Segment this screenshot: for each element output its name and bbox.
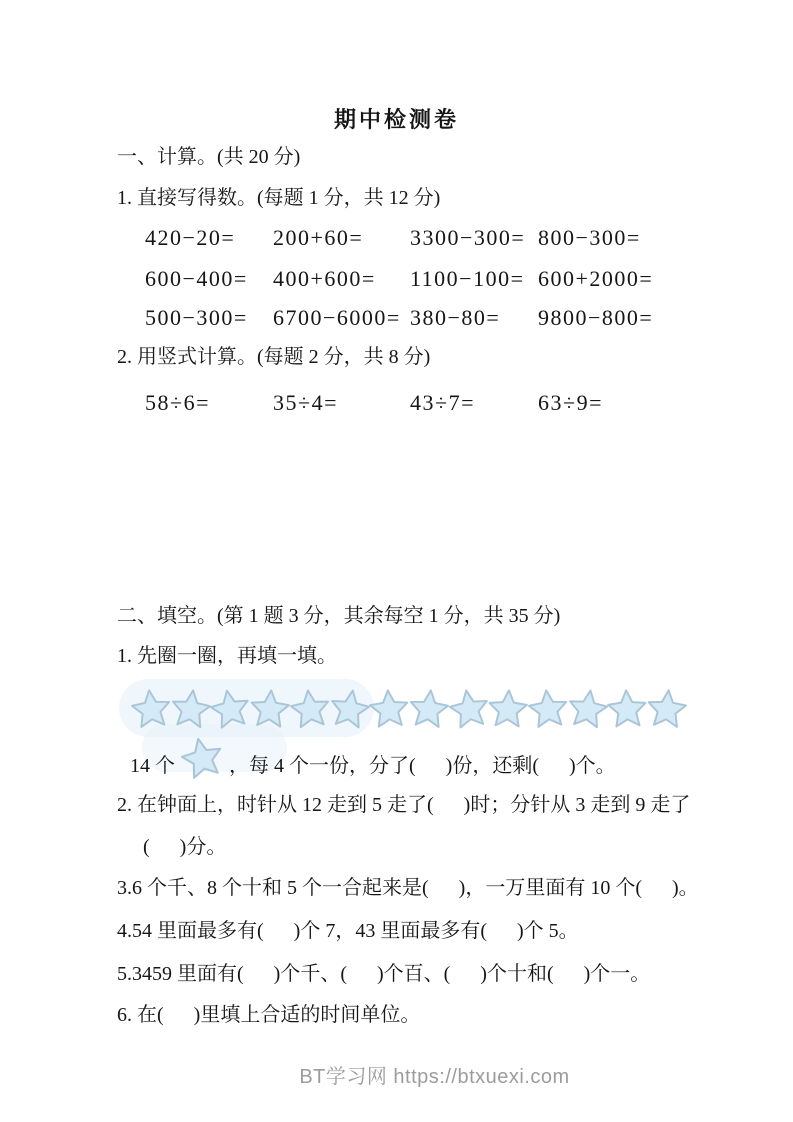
site-footer: BT学习网 https://btxuexi.com: [299, 1066, 570, 1088]
section2-heading: 二、填空。(第 1 题 3 分，其余每空 1 分，共 35 分): [117, 605, 561, 627]
equation: 43÷7=: [410, 390, 475, 415]
equation: 9800−800=: [538, 305, 654, 330]
equation: 420−20=: [145, 225, 236, 250]
calc-row-2: [145, 266, 653, 292]
section1-item2-label: 2. 用竖式计算。(每题 2 分，共 8 分): [117, 346, 431, 368]
equation: 500−300=: [145, 305, 248, 330]
section1-heading: 一、计算。(共 20 分): [117, 146, 301, 168]
equation: 58÷6=: [145, 390, 210, 415]
q1-text-before: 14 个: [130, 754, 175, 777]
star-icon: [288, 686, 332, 735]
equation: 1100−100=: [410, 266, 525, 291]
equation: 600−400=: [145, 266, 248, 291]
equation: 400+600=: [273, 266, 376, 291]
calc-row-1: [145, 225, 641, 251]
equation: 35÷4=: [273, 390, 338, 415]
question-4: 4.54 里面最多有( )个 7，43 里面最多有( )个 5。: [117, 920, 579, 942]
equation: 3300−300=: [410, 225, 526, 250]
page-title: 期中检测卷: [333, 107, 459, 132]
star-icon: [526, 686, 570, 735]
equation: 600+2000=: [538, 266, 654, 291]
equation: 200+60=: [273, 225, 364, 250]
q1-answer-line: [130, 740, 616, 786]
question-6: 6. 在( )里填上合适的时间单位。: [117, 1004, 421, 1026]
question-2-line2: ( )分。: [143, 836, 227, 858]
calc-row-3: [145, 305, 653, 331]
question-5: 5.3459 里面有( )个千、( )个百、( )个十和( )个一。: [117, 963, 651, 985]
section2-q1-label: 1. 先圈一圈，再填一填。: [117, 645, 337, 667]
star-icon: [645, 686, 689, 735]
star-icon: [129, 686, 173, 735]
equation: 800−300=: [538, 225, 641, 250]
division-row: [145, 390, 603, 416]
section1-item1-label: 1. 直接写得数。(每题 1 分，共 12 分): [117, 187, 441, 209]
star-icon: [328, 686, 372, 735]
question-2-line1: 2. 在钟面上，时针从 12 走到 5 走了( )时；分针从 3 走到 9 走了: [117, 794, 691, 816]
star-icon: [179, 734, 225, 786]
q1-text-after: ，每 4 个一份，分了( )份，还剩( )个。: [229, 754, 616, 777]
equation: 380−80=: [410, 305, 501, 330]
equation: 6700−6000=: [273, 305, 401, 330]
star-icon: [566, 686, 610, 735]
equation: 63÷9=: [538, 390, 603, 415]
question-3: 3.6 个千、8 个十和 5 个一合起来是( )，一万里面有 10 个( )。: [117, 877, 699, 899]
